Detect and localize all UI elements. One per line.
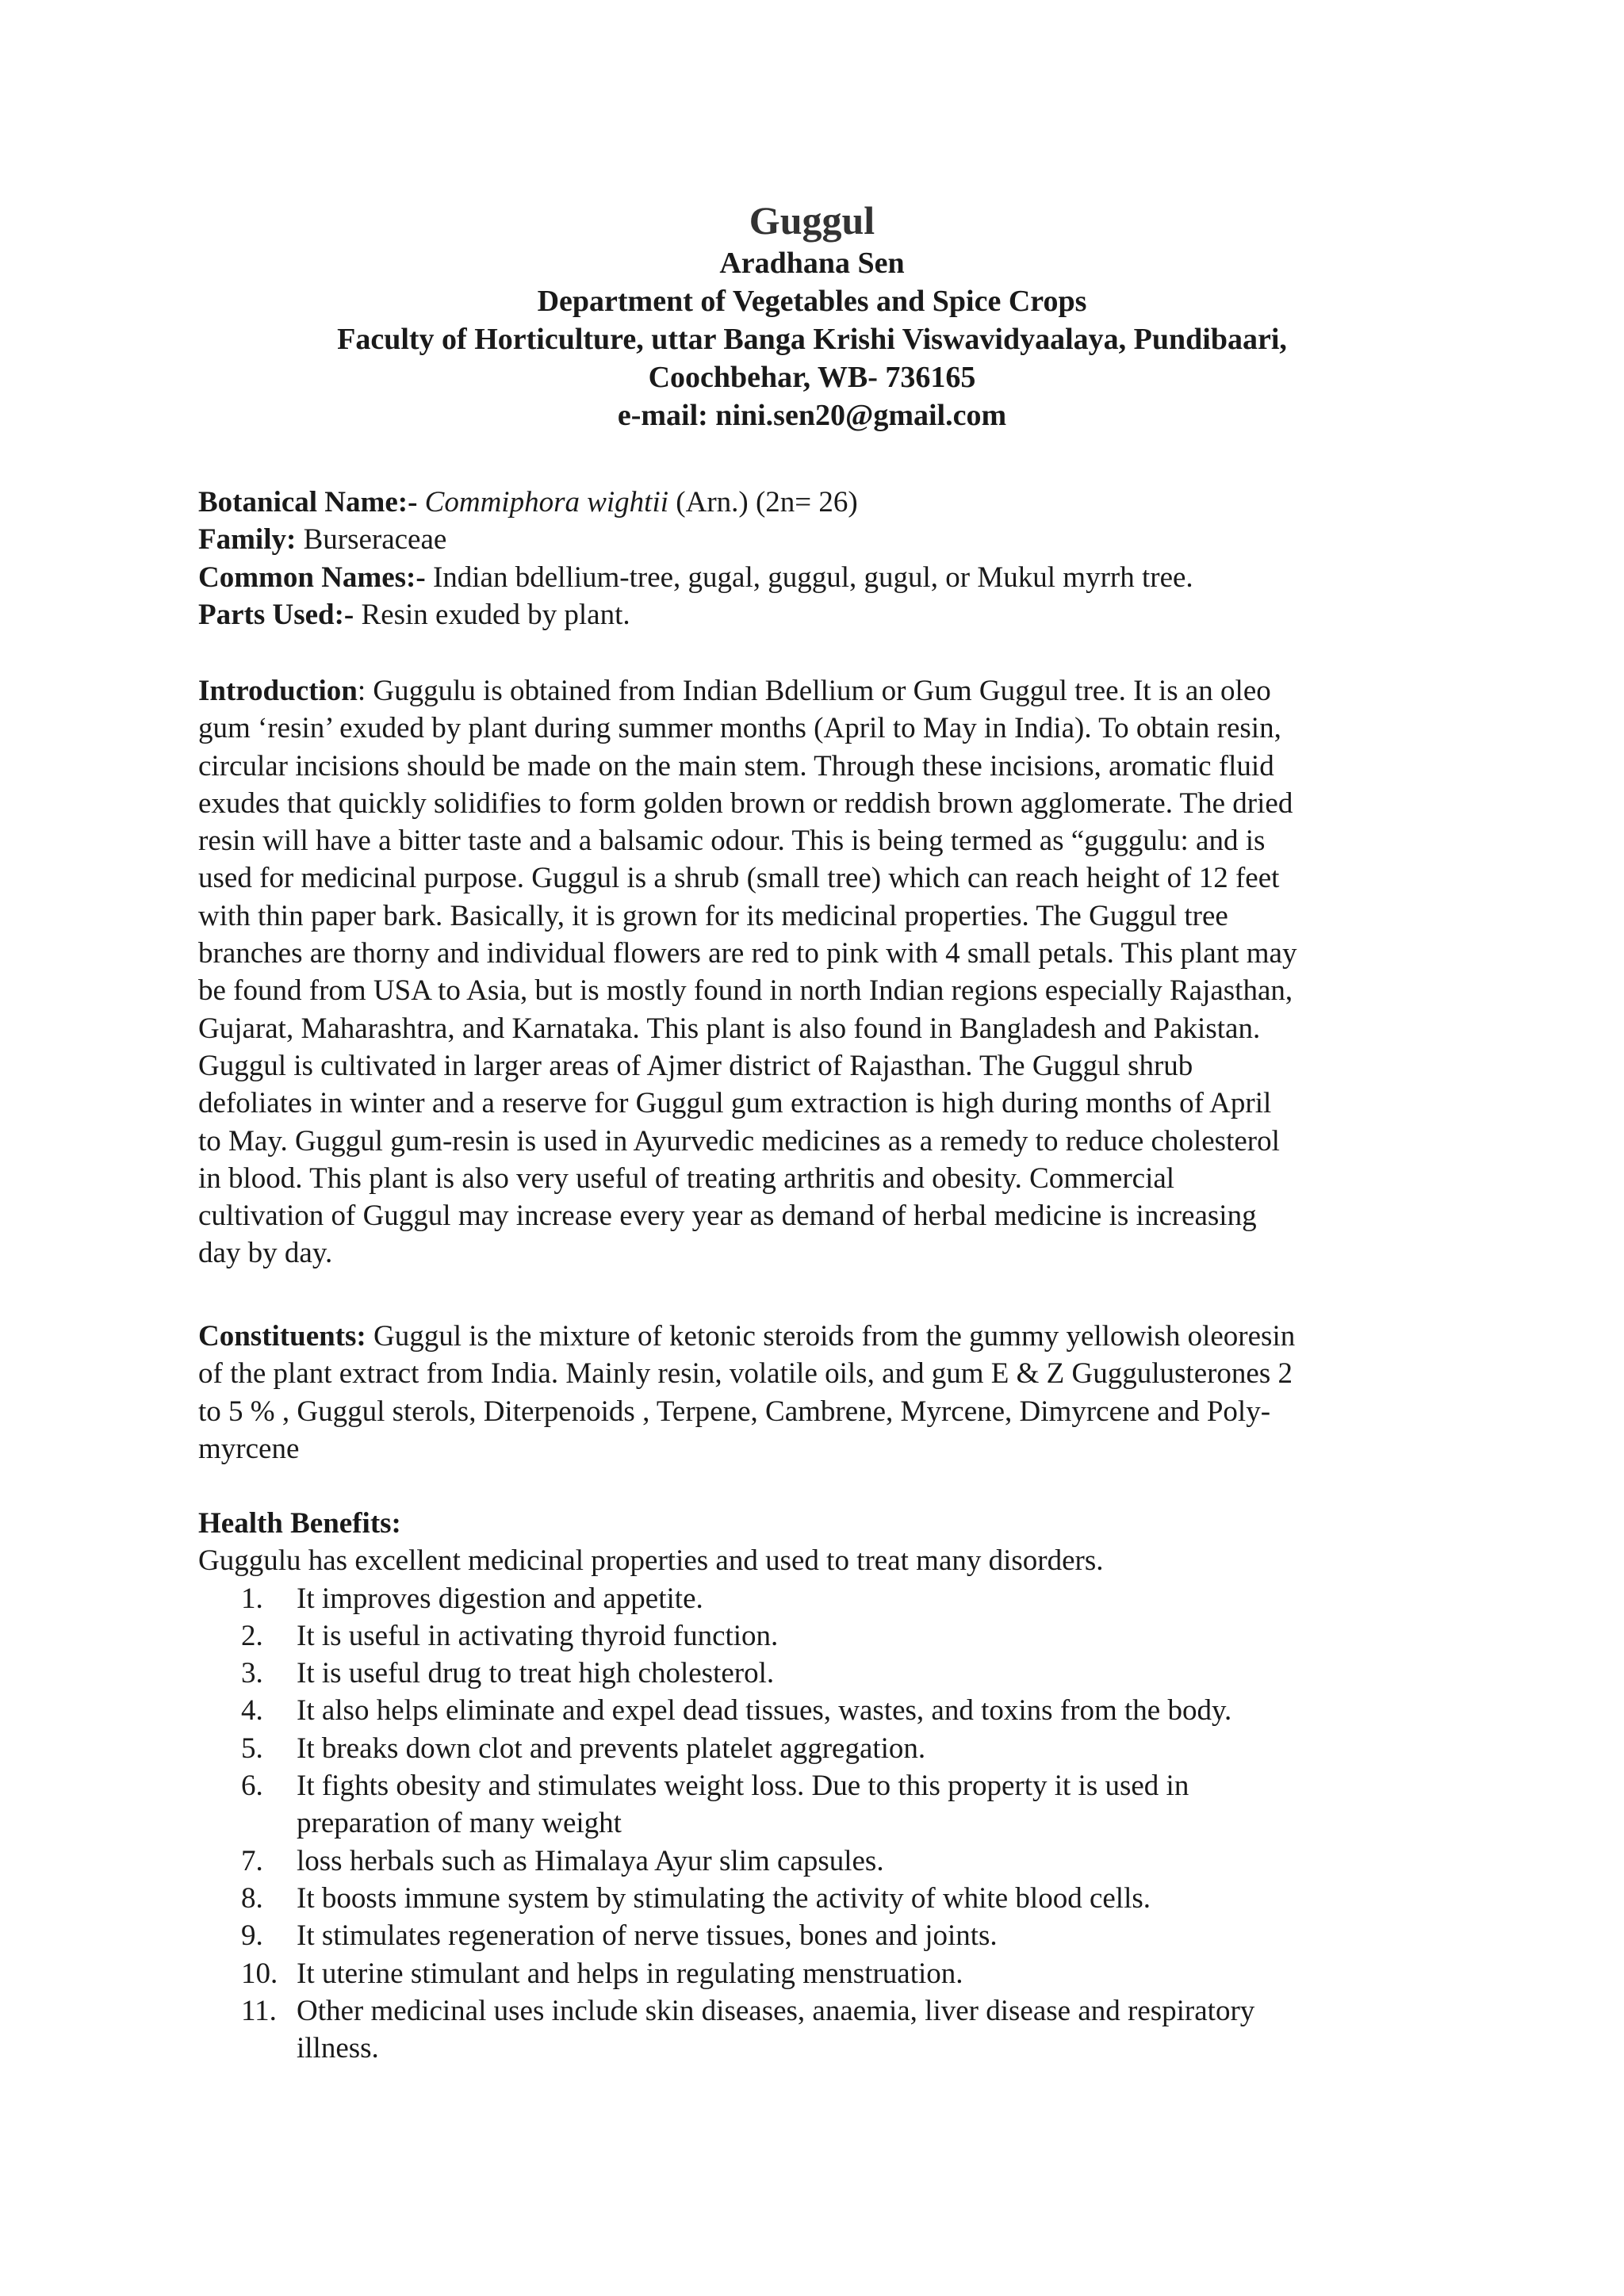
- common-names-row: [198, 559, 1435, 596]
- benefit-text: It also helps eliminate and expel dead tissues, wastes, and toxins from the body.: [297, 1694, 1232, 1728]
- health-benefits-heading: [198, 1505, 1435, 1542]
- botanical-name-authority: (Arn.) (2n= 26): [668, 486, 858, 519]
- benefit-text: preparation of many weight: [297, 1807, 622, 1840]
- benefit-text: loss herbals such as Himalaya Ayur slim capsules.: [297, 1844, 884, 1877]
- parts-used-label: Parts Used:-: [198, 598, 354, 631]
- parts-used-row: [198, 596, 1435, 633]
- address-line: Coochbehar, WB- 736165: [648, 361, 976, 394]
- intro-line: with thin paper bark. Basically, it is grown for its medicinal properties. The Guggul tree: [198, 899, 1228, 932]
- family-value: Burseraceae: [296, 523, 447, 557]
- benefit-text: It is useful drug to treat high cholesterol.: [297, 1657, 775, 1690]
- constituents-text: Guggul is the mixture of ketonic steroids from the gummy yellowish oleoresin: [366, 1320, 1296, 1353]
- author-name: Aradhana Sen: [719, 247, 905, 280]
- intro-line: to May. Guggul gum-resin is used in Ayurvedic medicines as a remedy to reduce cholesterol: [198, 1124, 1280, 1158]
- intro-line: branches are thorny and individual flowers are red to pink with 4 small petals. This plant may: [198, 937, 1297, 970]
- benefit-item: [198, 1655, 1435, 1692]
- email-line: e-mail: nini.sen20@gmail.com: [617, 399, 1007, 432]
- benefit-item: [198, 1880, 1435, 1917]
- introduction-section: [198, 672, 1435, 1272]
- constituents-line: myrcene: [198, 1432, 300, 1465]
- benefit-number: 6.: [241, 1770, 263, 1803]
- benefit-number: 1.: [241, 1582, 263, 1615]
- benefit-item: [198, 1767, 1435, 1843]
- benefit-number: 2.: [241, 1619, 263, 1652]
- benefits-list: [198, 1580, 1435, 2068]
- document-title: Guggul: [749, 198, 875, 243]
- benefit-number: 8.: [241, 1881, 263, 1915]
- constituents-section: [198, 1318, 1451, 1468]
- constituents-line: [198, 1318, 1451, 1355]
- benefit-number: 7.: [241, 1844, 263, 1877]
- benefit-number: 9.: [241, 1919, 263, 1953]
- benefit-item: [198, 1917, 1435, 1954]
- family-label: Family:: [198, 523, 297, 557]
- constituents-label: Constituents:: [198, 1320, 366, 1353]
- intro-line: Gujarat, Maharashtra, and Karnataka. This plant is also found in Bangladesh and Pakistan.: [198, 1012, 1261, 1045]
- benefit-text: It stimulates regeneration of nerve tissues, bones and joints.: [297, 1919, 998, 1953]
- health-benefits-label: Health Benefits:: [198, 1507, 401, 1540]
- health-benefits-section: [198, 1505, 1435, 2067]
- botanical-name-row: [198, 484, 1435, 521]
- constituents-line: to 5 % , Guggul sterols, Diterpenoids , Terpene, Cambrene, Myrcene, Dimyrcene and Poly-: [198, 1395, 1271, 1428]
- introduction-label: Introduction: [198, 675, 358, 707]
- constituents-line: of the plant extract from India. Mainly resin, volatile oils, and gum E & Z Guggulusterones 2: [198, 1357, 1293, 1391]
- benefit-item: [198, 1692, 1435, 1729]
- intro-line: resin will have a bitter taste and a balsamic odour. This is being termed as “guggulu: and is: [198, 825, 1266, 858]
- benefit-item: [198, 1992, 1435, 2068]
- benefit-text: It improves digestion and appetite.: [297, 1582, 703, 1615]
- faculty-line: Faculty of Horticulture, uttar Banga Krishi Viswavidyaalaya, Pundibaari,: [337, 323, 1287, 356]
- benefit-text: It breaks down clot and prevents platelet aggregation.: [297, 1732, 926, 1765]
- intro-line: Guggul is cultivated in larger areas of Ajmer district of Rajasthan. The Guggul shrub: [198, 1049, 1193, 1082]
- intro-line: day by day.: [198, 1237, 333, 1270]
- intro-line: exudes that quickly solidifies to form golden brown or reddish brown agglomerate. The dried: [198, 786, 1293, 820]
- intro-line: used for medicinal purpose. Guggul is a shrub (small tree) which can reach height of 12 feet: [198, 862, 1280, 895]
- benefit-text: illness.: [297, 2032, 379, 2065]
- benefit-item: [198, 1955, 1435, 1992]
- common-names-value: Indian bdellium-tree, gugal, guggul, gugul, or Mukul myrrh tree.: [425, 561, 1193, 594]
- family-row: [198, 521, 1435, 558]
- benefit-text: It is useful in activating thyroid function.: [297, 1619, 779, 1652]
- intro-line: cultivation of Guggul may increase every year as demand of herbal medicine is increasing: [198, 1200, 1257, 1233]
- benefit-text: It boosts immune system by stimulating the activity of white blood cells.: [297, 1881, 1151, 1915]
- benefit-text: Other medicinal uses include skin diseases, anaemia, liver disease and respiratory: [297, 1994, 1255, 2027]
- benefit-item: [198, 1843, 1435, 1880]
- botanical-name-value: Commiphora wightii: [424, 486, 669, 519]
- benefit-number: 5.: [241, 1732, 263, 1765]
- benefit-item: [198, 1617, 1435, 1655]
- document-header: [0, 197, 1624, 434]
- benefit-number: 4.: [241, 1694, 263, 1728]
- intro-line: [198, 672, 1435, 710]
- department-line: Department of Vegetables and Spice Crops: [537, 285, 1087, 318]
- benefit-number: 3.: [241, 1657, 263, 1690]
- intro-line: be found from USA to Asia, but is mostly found in north Indian regions especially Rajasthan,: [198, 974, 1293, 1008]
- intro-line: circular incisions should be made on the main stem. Through these incisions, aromatic fluid: [198, 749, 1274, 783]
- intro-line: in blood. This plant is also very useful of treating arthritis and obesity. Commercial: [198, 1161, 1175, 1195]
- benefit-number: 11.: [241, 1994, 277, 2027]
- benefit-text: It fights obesity and stimulates weight loss. Due to this property it is used in: [297, 1770, 1189, 1803]
- benefit-number: 10.: [241, 1957, 278, 1990]
- benefit-text: It uterine stimulant and helps in regulating menstruation.: [297, 1957, 963, 1990]
- plant-metadata: [198, 484, 1435, 633]
- parts-used-value: Resin exuded by plant.: [354, 598, 630, 631]
- common-names-label: Common Names:-: [198, 561, 426, 594]
- botanical-name-label: Botanical Name:-: [198, 486, 418, 519]
- intro-line: defoliates in winter and a reserve for Guggul gum extraction is high during months of April: [198, 1087, 1272, 1120]
- intro-text: : Guggulu is obtained from Indian Bdellium or Gum Guggul tree. It is an oleo: [357, 675, 1271, 707]
- benefit-item: [198, 1580, 1435, 1617]
- benefit-item: [198, 1730, 1435, 1767]
- intro-line: gum ‘resin’ exuded by plant during summer months (April to May in India). To obtain resin,: [198, 712, 1281, 745]
- health-benefits-intro: Guggulu has excellent medicinal properties and used to treat many disorders.: [198, 1544, 1104, 1578]
